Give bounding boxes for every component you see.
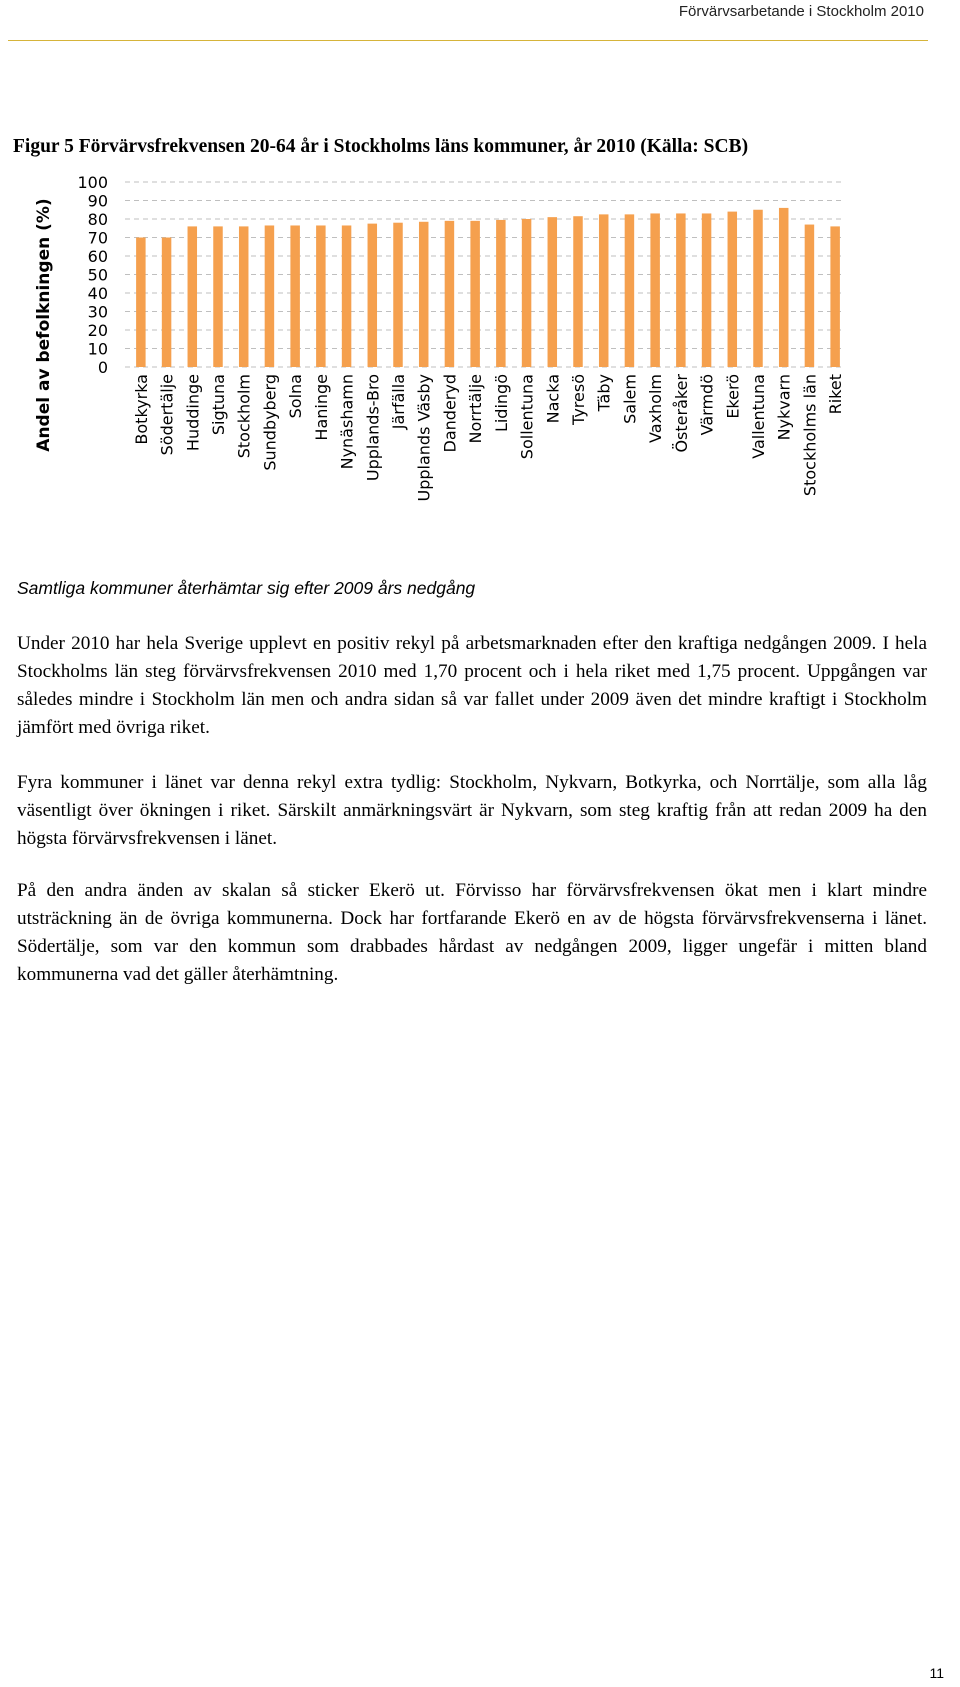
y-tick-label: 30 [87, 302, 108, 322]
x-tick-label: Botkyrka [131, 374, 151, 445]
paragraph-3: På den andra änden av skalan så sticker Ekerö ut. Förvisso har förvärvsfrekvensen ökat men i klart mindre utsträckning än de övriga kommunerna. Dock har fortfarande Ekerö en av de högsta förvärvsfrekvenserna i länet. Södertälje, som var den kommun som drabbades hårdast av nedgången 2009, ligger ungefär i mitten bland kommunerna vad det gäller återhämtning. [17, 880, 927, 986]
bar-sollentuna [522, 219, 532, 367]
x-tick-label: Huddinge [183, 374, 203, 452]
x-tick-label: Tyresö [569, 374, 588, 425]
bar-solna [290, 225, 300, 367]
y-tick-label: 20 [87, 321, 108, 340]
y-axis-title: Andel av befolkningen (%) [34, 198, 54, 452]
x-tick-label: Upplands-Bro [363, 374, 383, 482]
y-tick-label: 40 [87, 284, 108, 303]
bar-vaxholm [650, 213, 660, 367]
bar-upplands-bro [368, 224, 378, 367]
x-tick-label: Vallentuna [749, 374, 768, 459]
bar-stockholms-län [805, 225, 815, 367]
x-tick-label: Värmdö [697, 374, 717, 436]
bar-chart [0, 160, 960, 540]
x-tick-label: Norrtälje [466, 373, 486, 444]
x-tick-label: Danderyd [440, 374, 460, 453]
header-divider [8, 40, 928, 41]
x-tick-label: Sollentuna [517, 374, 537, 460]
x-axis-labels [132, 374, 845, 502]
x-tick-label: Österåker [671, 374, 691, 453]
bar-järfälla [393, 223, 403, 367]
x-tick-label: Sigtuna [209, 374, 228, 436]
bar-vallentuna [753, 210, 763, 367]
chart-bars [136, 208, 840, 367]
x-tick-label: Lidingö [491, 374, 511, 433]
bar-lidingö [496, 220, 506, 367]
y-tick-label: 70 [87, 228, 108, 248]
x-tick-label: Nykvarn [774, 374, 794, 441]
x-tick-label: Sundbyberg [260, 374, 280, 471]
y-tick-label: 60 [87, 247, 108, 266]
x-tick-label: Södertälje [157, 374, 177, 456]
bar-nykvarn [779, 208, 789, 367]
bar-norrtälje [470, 221, 480, 367]
x-tick-label: Nynäshamn [337, 374, 357, 470]
y-tick-label: 80 [87, 210, 108, 229]
bar-stockholm [239, 226, 249, 367]
x-tick-label: Vaxholm [646, 374, 666, 443]
x-tick-label: Salem [620, 374, 640, 424]
x-tick-label: Nacka [543, 374, 563, 424]
bar-täby [599, 214, 609, 367]
y-tick-label: 90 [87, 191, 108, 211]
bar-nynäshamn [342, 225, 352, 367]
bar-nacka [548, 217, 558, 367]
bar-haninge [316, 225, 326, 367]
x-tick-label: Stockholms län [800, 374, 820, 497]
x-tick-label: Upplands Väsby [414, 374, 434, 502]
bar-sigtuna [213, 226, 223, 367]
running-header: Förvärvsarbetande i Stockholm 2010 [678, 3, 924, 20]
x-tick-label: Stockholm [234, 374, 254, 459]
y-tick-label: 0 [97, 358, 108, 377]
x-tick-label: Ekerö [723, 374, 743, 419]
bar-sundbyberg [265, 225, 275, 367]
bar-upplands-väsby [419, 222, 429, 367]
bar-södertälje [162, 238, 172, 368]
y-axis-ticks [77, 173, 108, 377]
x-tick-label: Solna [286, 374, 306, 419]
bar-ekerö [728, 212, 738, 367]
x-tick-label: Täby [594, 374, 614, 412]
x-tick-label: Järfälla [389, 374, 408, 430]
y-tick-label: 10 [87, 339, 108, 359]
bar-salem [625, 214, 635, 367]
page-number: 11 [929, 1665, 944, 1681]
bar-värmdö [702, 213, 712, 367]
x-tick-label: Riket [826, 374, 846, 415]
bar-botkyrka [136, 238, 146, 368]
paragraph-2: Fyra kommuner i länet var denna rekyl extra tydlig: Stockholm, Nykvarn, Botkyrka, och Norrtälje, som alla låg väsentligt över ökningen i riket. Särskilt anmärkningsvärt är Nykvarn, som steg kraftig från att redan 2009 ha den högsta förvärvsfrekvensen i länet. [17, 772, 927, 850]
x-tick-label: Haninge [311, 374, 331, 441]
bar-tyresö [573, 216, 583, 367]
figure-caption: Figur 5 Förvärvsfrekvensen 20-64 år i Stockholms läns kommuner, år 2010 (Källa: SCB) [13, 136, 749, 157]
bar-österåker [676, 213, 686, 367]
paragraph-1: Under 2010 har hela Sverige upplevt en positiv rekyl på arbetsmarknaden efter den kraftiga nedgången 2009. I hela Stockholms län steg förvärvsfrekvensen 2010 med 1,70 procent och i hela riket med 1,75 procent. Uppgången var således mindre i Stockholm län men och andra sidan så var fallet under 2009 även det mindre kraftigt i Stockholm jämfört med övriga riket. [17, 633, 927, 739]
bar-huddinge [188, 226, 198, 367]
y-tick-label: 50 [87, 265, 108, 285]
bar-danderyd [445, 221, 455, 367]
y-tick-label: 100 [77, 173, 108, 192]
section-heading: Samtliga kommuner återhämtar sig efter 2009 års nedgång [17, 578, 476, 598]
bar-riket [830, 226, 840, 367]
